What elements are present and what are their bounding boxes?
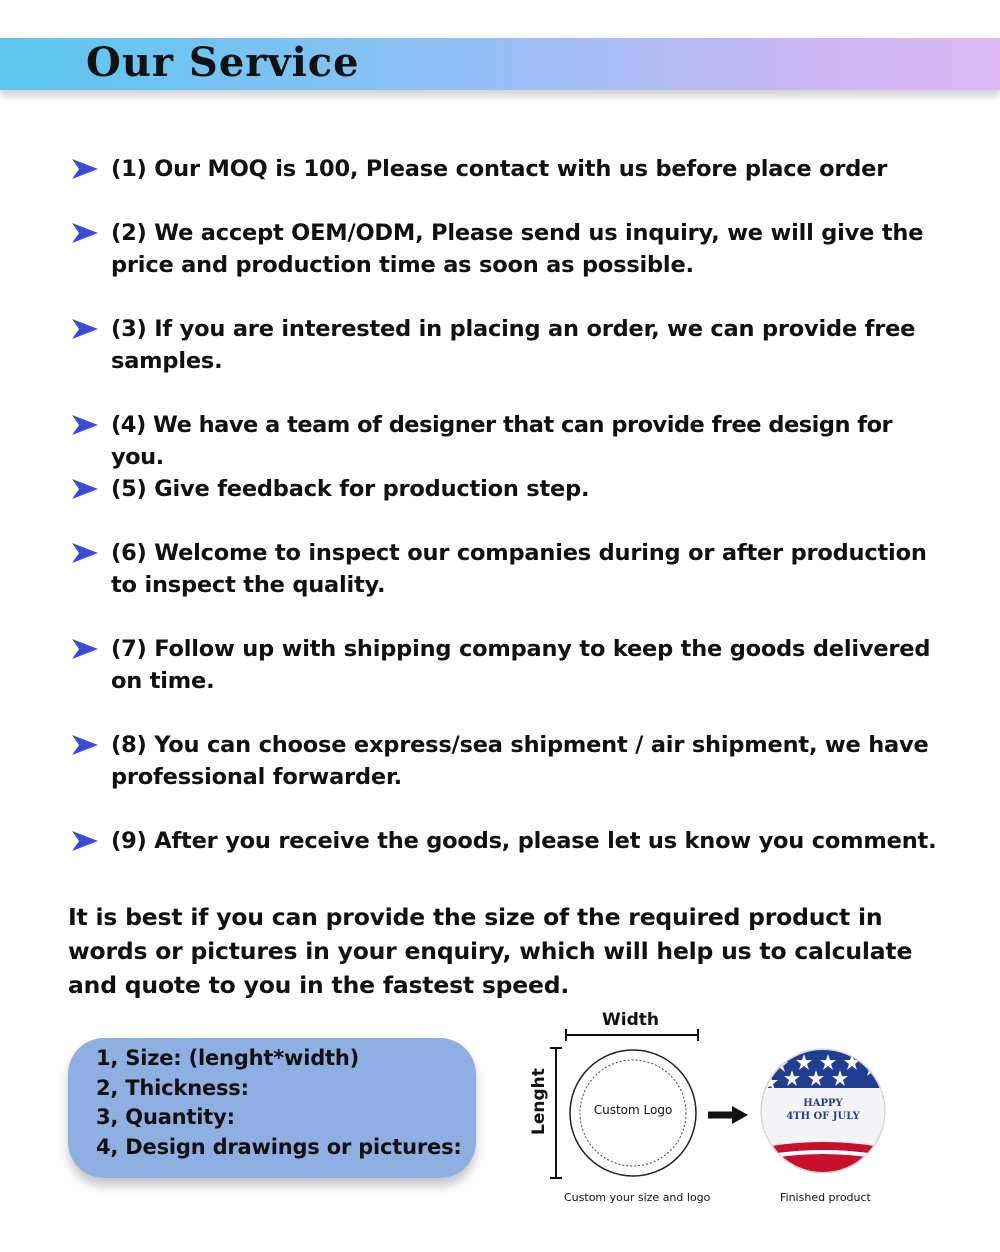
service-item-text: (7) Follow up with shipping company to keep the goods delivered on time. [111,636,931,694]
service-item [70,729,950,793]
arrow-right-icon [70,637,100,661]
service-item [70,409,950,473]
product-text-line: HAPPY [803,1098,843,1109]
arrow-right-icon [70,413,100,437]
arrow-right-icon [70,477,100,501]
service-item-text: (2) We accept OEM/ODM, Please send us inquiry, we will give the price and production time as soon as possible. [111,220,924,278]
service-item-text: (9) After you receive the goods, please let us know you comment. [111,828,937,854]
product-text [760,1097,886,1123]
service-item [70,537,950,601]
arrow-right-icon [70,221,100,245]
size-diagram [520,1008,900,1218]
service-item-text: (3) If you are interested in placing an order, we can provide free samples. [111,316,916,374]
width-label: Width [602,1010,659,1030]
caption-finished: Finished product [780,1191,871,1204]
service-item-text: (1) Our MOQ is 100, Please contact with us before place order [111,156,888,182]
requirement-item: 1, Size: (lenght*width) [96,1046,360,1070]
service-item [70,633,950,697]
arrow-right-icon [70,733,100,757]
arrow-right-icon [708,1106,748,1124]
requirements-box [68,1038,476,1178]
arrow-right-icon [70,317,100,341]
requirement-item: 4, Design drawings or pictures: [96,1134,462,1159]
service-item [70,153,950,185]
custom-logo-label: Custom Logo [593,1103,673,1117]
service-item [70,217,950,281]
service-item [70,473,950,505]
service-item [70,313,950,377]
requirement-item: 3, Quantity: [96,1105,235,1129]
arrow-right-icon [70,157,100,181]
requirement-item: 2, Thickness: [96,1075,249,1100]
caption-custom: Custom your size and logo [564,1191,711,1204]
service-item [70,825,950,857]
enquiry-note: It is best if you can provide the size of the required product in words or pictures in your enquiry, which will help us to calculate and quote to you in the fastest speed. [68,903,913,999]
arrow-right-icon [70,541,100,565]
product-text-line: 4TH OF JULY [786,1111,860,1122]
service-item-text: (8) You can choose express/sea shipment / air shipment, we have professional forwarder. [111,732,929,790]
requirements-list [96,1044,462,1162]
arrow-right-icon [70,829,100,853]
service-item-text: (4) We have a team of designer that can provide free design for you. [111,412,893,470]
service-item-text: (5) Give feedback for production step. [111,476,590,502]
length-label: Lenght [529,1068,549,1135]
service-item-text: (6) Welcome to inspect our companies during or after production to inspect the quality. [111,540,927,598]
header-banner [0,38,1000,90]
page-title: Our Service [86,39,360,86]
